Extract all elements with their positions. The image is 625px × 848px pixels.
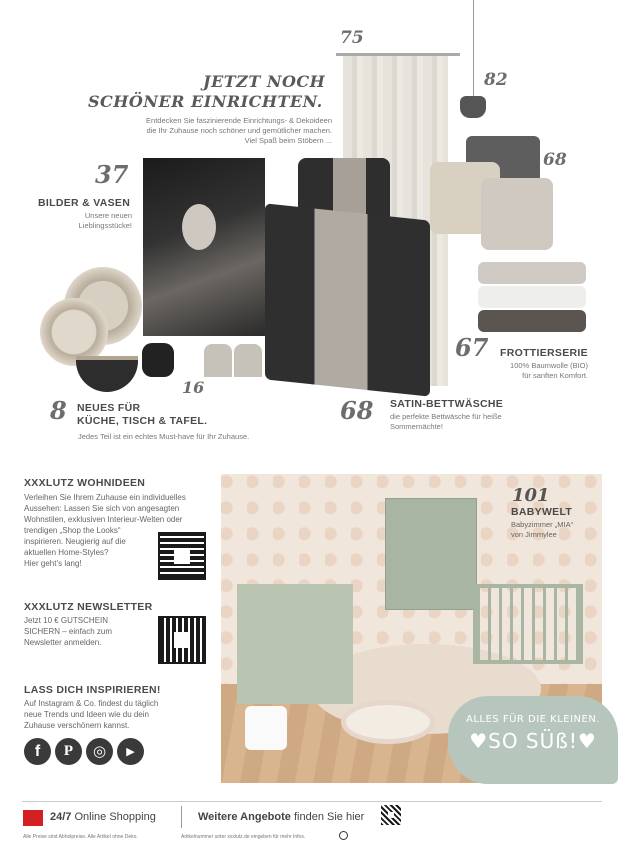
towels-image	[478, 262, 586, 334]
towel-light	[478, 262, 586, 284]
page-number-baby: 101	[512, 485, 550, 506]
wohnideen-line: Wohnstilen, exklusiven Interieur-Welten oder	[24, 515, 183, 524]
newsletter-qr-code[interactable]	[160, 618, 204, 662]
kueche-text: Jedes Teil ist ein echtes Must-have für Ihr Zuhause.	[78, 432, 250, 441]
page-number-curtain: 75	[340, 28, 364, 48]
xxxlutz-logo	[23, 810, 43, 826]
cushion-light	[481, 178, 553, 250]
so-suess-badge	[448, 696, 618, 784]
satin-text	[390, 412, 502, 432]
inspire-title: LASS DICH INSPIRIEREN!	[24, 684, 161, 696]
page-number-kitchen: 8	[50, 396, 67, 425]
offers-text: finden Sie hier	[293, 811, 365, 823]
pendant-lamp-image	[460, 96, 486, 118]
headline-line1: JETZT NOCH	[203, 72, 326, 91]
wohnideen-line: aktuellen Home-Styles?	[24, 548, 109, 557]
art-face	[182, 204, 216, 250]
newsletter-text	[24, 615, 112, 648]
frottier-title: FROTTIERSERIE	[500, 347, 588, 359]
page-number-towels: 67	[455, 333, 489, 362]
wohnideen-qr-code[interactable]	[160, 534, 204, 578]
changing-dresser	[237, 584, 353, 704]
mug-dark	[142, 343, 174, 377]
wohnideen-line: Aussehen: Lassen Sie sich von angesagten	[24, 504, 180, 513]
page-number-art: 37	[95, 160, 129, 189]
pinterest-icon[interactable]: P	[55, 738, 82, 765]
storage-basket	[245, 706, 287, 750]
page-number-glasses: 16	[182, 378, 205, 397]
shop-247-text: Online Shopping	[74, 811, 156, 823]
newsletter-line: Jetzt 10 € GUTSCHEIN	[24, 616, 109, 625]
wine-glass-2	[234, 344, 262, 404]
intro-line: Entdecken Sie faszinierende Einrichtungs- & Dekoideen	[146, 116, 332, 125]
satin-line: Sommernächte!	[390, 422, 443, 431]
shop-247-bold: 24/7	[50, 811, 72, 823]
crib	[473, 584, 583, 664]
intro-line: Viel Spaß beim Stöbern ...	[244, 136, 332, 145]
bilder-line: Unsere neuen	[84, 211, 132, 220]
wohnideen-line: Verleihen Sie Ihrem Zuhause ein individuelles	[24, 493, 186, 502]
bilder-text	[40, 211, 132, 231]
fineprint-right: Artikelnummer unter xxxlutz.de eingeben für mehr Infos.	[181, 834, 306, 840]
inspire-line: Auf Instagram & Co. findest du täglich	[24, 699, 159, 708]
page-number-cushions: 68	[543, 150, 567, 170]
youtube-icon[interactable]: ▶	[117, 738, 144, 765]
shop-247[interactable]	[50, 811, 156, 823]
inspire-line: Zuhause verschönern kannst.	[24, 721, 130, 730]
wohnideen-line: trendigen „Shop the Looks“	[24, 526, 121, 535]
search-icon	[339, 831, 348, 840]
badge-line1: ALLES FÜR DIE KLEINEN.	[465, 714, 601, 725]
babywelt-line: Babyzimmer „MIA“	[511, 520, 574, 529]
offers-bold: Weitere Angebote	[198, 811, 291, 823]
facebook-icon[interactable]: f	[24, 738, 51, 765]
frottier-line: 100% Baumwolle (BIO)	[510, 361, 588, 370]
babywelt-text	[511, 520, 573, 540]
towel-white	[478, 286, 586, 308]
bowl-dark	[76, 356, 138, 392]
babywelt-title: BABYWELT	[511, 506, 573, 518]
kueche-title-line: KÜCHE, TISCH & TAFEL.	[77, 415, 208, 427]
kueche-title	[77, 402, 207, 428]
page-number-lamp: 82	[484, 70, 508, 90]
newsletter-title: XXXLUTZ NEWSLETTER	[24, 601, 153, 613]
wohnideen-line: inspirieren. Neugierig auf die	[24, 537, 126, 546]
frottier-text	[470, 361, 588, 381]
bilder-title: BILDER & VASEN	[38, 197, 131, 209]
satin-title: SATIN-BETTWÄSCHE	[390, 398, 504, 410]
satin-line: die perfekte Bettwäsche für heiße	[390, 412, 502, 421]
fineprint-left: Alle Preise sind Abholpreise. Alle Artikel ohne Deko.	[23, 834, 138, 840]
inspire-line: neue Trends und Ideen wie du dein	[24, 710, 149, 719]
bedding-image	[265, 203, 430, 396]
wohnideen-line: Hier geht’s lang!	[24, 559, 82, 568]
page-number-bedding: 68	[340, 396, 374, 425]
wine-glass-1	[204, 344, 232, 404]
kueche-title-line: NEUES FÜR	[77, 402, 141, 414]
weitere-angebote[interactable]	[198, 811, 364, 823]
footer-separator	[181, 806, 182, 828]
newsletter-line: Newsletter anmelden.	[24, 638, 102, 647]
intro-text	[100, 116, 332, 146]
wardrobe	[385, 498, 477, 610]
headline-line2: SCHÖNER EINRICHTEN.	[88, 92, 323, 111]
towel-brown	[478, 310, 586, 332]
social-icons	[24, 738, 144, 765]
bilder-line: Lieblingsstücke!	[78, 221, 132, 230]
newsletter-line: SICHERN – einfach zum	[24, 627, 113, 636]
lamp-cable	[473, 0, 474, 96]
footer-qr-code[interactable]	[381, 805, 401, 825]
frottier-line: für sanften Komfort.	[522, 371, 588, 380]
babywelt-line: von Jimmylee	[511, 530, 557, 539]
wohnideen-title: XXXLUTZ WOHNIDEEN	[24, 477, 146, 489]
intro-line: die Ihr Zuhause noch schöner und gemütlicher machen.	[146, 126, 332, 135]
instagram-icon[interactable]: ◎	[86, 738, 113, 765]
baby-nest	[341, 700, 435, 744]
footer-divider	[22, 801, 602, 802]
badge-line2: ♥SO SÜß!♥	[469, 729, 597, 753]
inspire-text	[24, 698, 158, 731]
